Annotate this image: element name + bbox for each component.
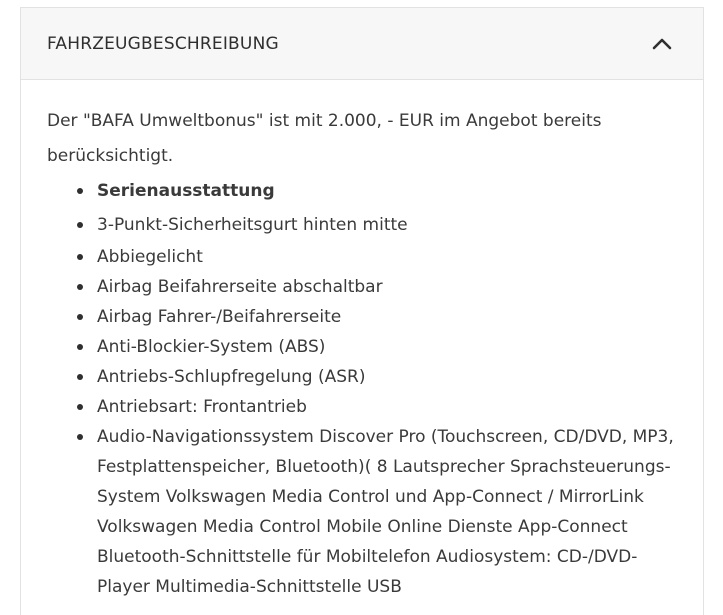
intro-text: Der "BAFA Umweltbonus" ist mit 2.000, - EUR im Angebot bereits berücksichtigt. xyxy=(47,111,602,166)
list-item: Abbiegelicht xyxy=(97,242,677,272)
section-title: FAHRZEUGBESCHREIBUNG xyxy=(47,33,279,54)
list-item: Audio-Navigationssystem Discover Pro (Touchscreen, CD/DVD, MP3, Festplattenspeicher, Bluetooth)( 8 Lautsprecher Sprachsteuerungs-System Volkswagen Media Control und App-Connect / MirrorLink Volkswagen Media Control Mobile Online Dienste App-Connect Bluetooth-Schnittstelle für Mobiltelefon Audiosystem: CD-/DVD-Player Multimedia-Schnittstelle USB xyxy=(97,422,677,602)
list-item: Antriebs-Schlupfregelung (ASR) xyxy=(97,362,677,392)
list-item: Airbag Beifahrerseite abschaltbar xyxy=(97,272,677,302)
vehicle-description-header[interactable] xyxy=(21,8,703,80)
list-item: Anti-Blockier-System (ABS) xyxy=(97,332,677,362)
feature-list xyxy=(47,176,677,602)
list-item: Airbag Fahrer-/Beifahrerseite xyxy=(97,302,677,332)
vehicle-description-body xyxy=(21,80,703,602)
list-heading: Serienausstattung xyxy=(97,176,677,206)
vehicle-description-panel xyxy=(20,7,704,615)
chevron-up-icon[interactable] xyxy=(651,33,673,55)
list-item: Antriebsart: Frontantrieb xyxy=(97,392,677,422)
list-item: 3-Punkt-Sicherheitsgurt hinten mitte xyxy=(97,210,677,240)
